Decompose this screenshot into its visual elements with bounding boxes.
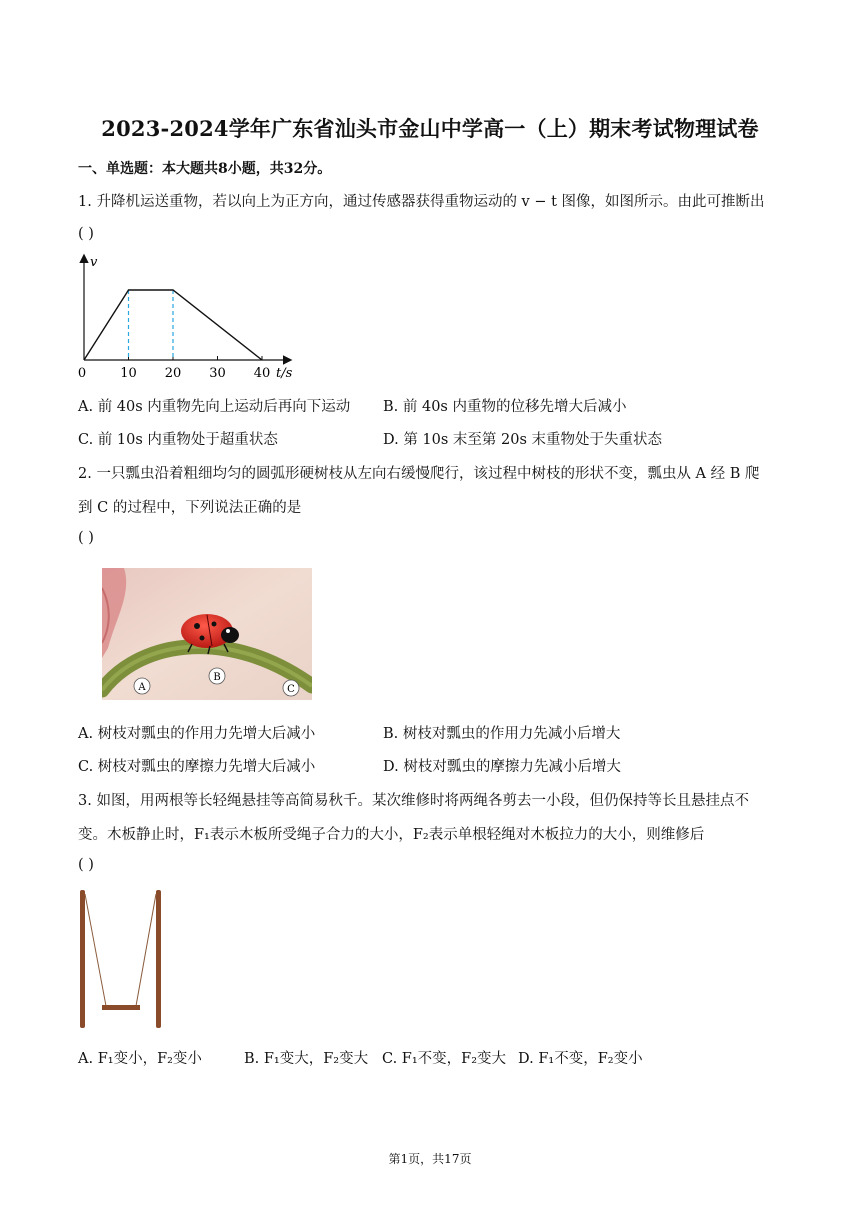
q2-option-c[interactable]: C. 树枝对瓢虫的摩擦力先增大后减小 <box>78 759 316 775</box>
right-post <box>156 890 161 1028</box>
q1-option-c[interactable]: C. 前 10s 内重物处于超重状态 <box>78 432 278 448</box>
left-post <box>80 890 85 1028</box>
q2-stem-line1: 2. 一只瓢虫沿着粗细均匀的圆弧形硬树枝从左向右缓慢爬行，该过程中树枝的形状不变，瓢虫从 A 经 B 爬 <box>78 466 760 482</box>
x-axis-label: t/s <box>276 366 293 381</box>
q3-stem-line1: 3. 如图，用两根等长轻绳悬挂等高简易秋千。某次维修时将两绳各剪去一小段，但仍保持等长且悬挂点不 <box>78 793 749 809</box>
q3-stem-line2: 变。木板静止时，F₁表示木板所受绳子合力的大小，F₂表示单根轻绳对木板拉力的大小，则维修后 <box>78 827 705 843</box>
swing-figure <box>76 888 168 1030</box>
left-rope <box>85 894 106 1006</box>
q1-option-d[interactable]: D. 第 10s 末至第 20s 末重物处于失重状态 <box>383 432 663 448</box>
q3-option-a[interactable]: A. F₁变小，F₂变小 <box>78 1051 202 1067</box>
x-tick-label-0: 0 <box>77 366 87 381</box>
q2-stem-line2: 到 C 的过程中，下列说法正确的是 <box>78 500 302 516</box>
x-tick-label-40: 40 <box>253 366 271 381</box>
q1-answer-paren: ( ) <box>78 226 94 242</box>
q1-option-b[interactable]: B. 前 40s 内重物的位移先增大后减小 <box>383 399 627 415</box>
q3-option-b[interactable]: B. F₁变大，F₂变大 <box>244 1051 369 1067</box>
q3-option-c[interactable]: C. F₁不变，F₂变大 <box>382 1051 507 1067</box>
q1-option-a[interactable]: A. 前 40s 内重物先向上运动后再向下运动 <box>78 399 351 415</box>
x-tick-label-30: 30 <box>209 366 226 381</box>
section-heading: 一、单选题：本大题共8小题，共32分。 <box>78 161 332 177</box>
q3-answer-paren: ( ) <box>78 857 94 873</box>
q2-option-d[interactable]: D. 树枝对瓢虫的摩擦力先减小后增大 <box>383 759 621 775</box>
ladybug-photo <box>102 568 312 700</box>
photo-label-b: B <box>213 672 221 683</box>
q1-vt-graph <box>70 250 300 385</box>
right-rope <box>136 894 156 1006</box>
y-axis-label: v <box>90 255 98 270</box>
swing-board <box>102 1005 140 1010</box>
x-tick-label-20: 20 <box>164 366 182 381</box>
x-tick-label-10: 10 <box>120 366 137 381</box>
page-footer: 第1页，共17页 <box>388 1152 472 1166</box>
photo-label-a: A <box>138 682 146 693</box>
photo-label-c: C <box>287 684 295 695</box>
q3-option-d[interactable]: D. F₁不变，F₂变小 <box>518 1051 643 1067</box>
q2-answer-paren: ( ) <box>78 530 94 546</box>
q2-option-a[interactable]: A. 树枝对瓢虫的作用力先增大后减小 <box>78 726 316 742</box>
q1-stem: 1. 升降机运送重物，若以向上为正方向，通过传感器获得重物运动的 v − t 图像，如图所示。由此可推断出 <box>78 194 765 210</box>
page-title: 2023-2024学年广东省汕头市金山中学高一（上）期末考试物理试卷 <box>101 116 759 141</box>
q2-option-b[interactable]: B. 树枝对瓢虫的作用力先减小后增大 <box>383 726 621 742</box>
